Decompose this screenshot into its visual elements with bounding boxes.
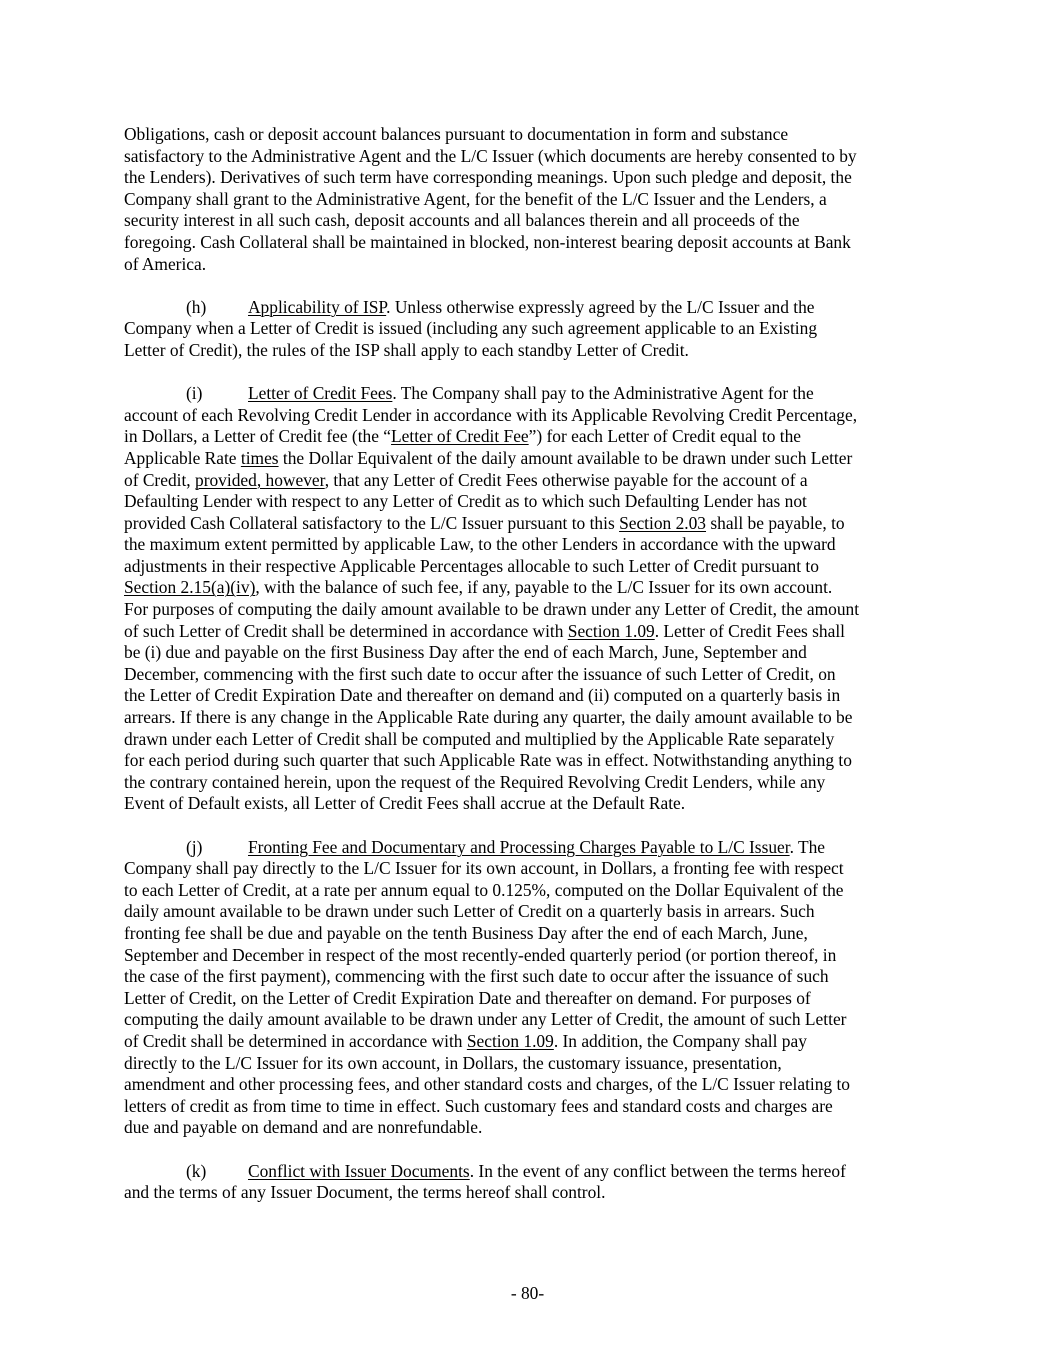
section-number: (j) [186,836,203,857]
text-line: Defaulting Lender with respect to any Letter of Credit as to which such Defaulting Lender has not [124,491,807,512]
text-line: of America. [124,253,207,274]
text-line: account of each Revolving Credit Lender in accordance with its Applicable Revolving Credit Percentage, [124,404,858,425]
text-line: Letter of Credit, on the Letter of Credit Expiration Date and thereafter on demand. For purposes of [124,987,811,1008]
text-line: and the terms of any Issuer Document, the terms hereof shall control. [124,1182,606,1203]
text-fragment: of such Letter of Credit shall be determined in accordance with [124,620,568,641]
text-line: For purposes of computing the daily amount available to be drawn under any Letter of Credit, the amount [124,599,860,620]
section-reference-link[interactable]: Section 2.03 [619,512,707,533]
text-line: the contrary contained herein, upon the request of the Required Revolving Credit Lenders, while any [124,771,826,792]
text-line: amendment and other processing fees, and other standard costs and charges, of the L/C Issuer relating to [124,1074,850,1095]
text-fragment: . Letter of Credit Fees shall [654,620,846,641]
text-line: computing the daily amount available to be drawn under any Letter of Credit, the amount of such Letter [124,1009,847,1030]
text-line [124,383,934,405]
text-line: letters of credit as from time to time in effect. Such customary fees and standard costs and charges are [124,1095,833,1116]
text-line [124,426,934,448]
text-line [124,577,934,599]
text-line [124,837,934,859]
text-line: Company shall pay directly to the L/C Issuer for its own account, in Dollars, a fronting fee with respect [124,858,844,879]
text-line: the maximum extent permitted by applicable Law, to the other Lenders in accordance with the upward [124,534,836,555]
emphasis-term: times [240,447,279,468]
section-heading: Applicability of ISP [248,296,387,317]
continuation-paragraph [124,124,934,275]
text-line: security interest in all such cash, deposit accounts and all balances therein and all proceeds of the [124,210,800,231]
text-line: Letter of Credit), the rules of the ISP shall apply to each standby Letter of Credit. [124,339,689,360]
text-line: directly to the L/C Issuer for its own account, in Dollars, the customary issuance, presentation, [124,1052,782,1073]
text-line: Company when a Letter of Credit is issued (including any such agreement applicable to an Existing [124,318,818,339]
text-line: fronting fee shall be due and payable on the tenth Business Day after the end of each March, June, [124,922,808,943]
text-line: adjustments in their respective Applicable Percentages allocable to such Letter of Credit pursuant to [124,555,819,576]
text-line [124,513,934,535]
section-heading: Fronting Fee and Documentary and Processing Charges Payable to L/C Issuer [248,836,790,857]
emphasis-term: however [265,469,325,490]
text-line: September and December in respect of the most recently-ended quarterly period (or portion thereof, in [124,944,837,965]
text-fragment: . In the event of any conflict between the terms hereof [469,1160,846,1181]
document-page [124,124,934,1225]
section-number: (h) [186,296,207,317]
text-fragment: . The [789,836,826,857]
text-line [124,470,934,492]
text-fragment: . In addition, the Company shall pay [553,1030,807,1051]
section-reference-link[interactable]: Section 1.09 [567,620,655,641]
text-line: for each period during such quarter that such Applicable Rate was in effect. Notwithstanding anything to [124,750,852,771]
text-fragment: Applicable Rate [124,447,241,468]
text-line [124,448,934,470]
text-line: the case of the first payment), commencing with the first such date to occur after the issuance of such [124,966,829,987]
defined-term: Letter of Credit Fee [391,426,529,447]
text-fragment: , with the balance of such fee, if any, payable to the L/C Issuer for its own account. [255,577,833,598]
emphasis-term: provided [195,469,257,490]
text-fragment: in Dollars, a Letter of Credit fee (the “ [124,426,392,447]
text-fragment: of Credit shall be determined in accordance with [124,1030,467,1051]
text-line: be (i) due and payable on the first Business Day after the end of each March, June, September and [124,642,807,663]
text-line [124,621,934,643]
text-fragment: , [256,469,266,490]
text-fragment: . Unless otherwise expressly agreed by the L/C Issuer and the [386,296,815,317]
text-line: Obligations, cash or deposit account balances pursuant to documentation in form and substance [124,124,789,144]
section-number: (i) [186,383,203,404]
text-line: the Letter of Credit Expiration Date and thereafter on demand and (ii) computed on a quarterly basis in [124,685,841,706]
section-reference-link[interactable]: Section 1.09 [466,1030,554,1051]
text-line: arrears. If there is any change in the Applicable Rate during any quarter, the daily amount available to be [124,707,853,728]
text-line: due and payable on demand and are nonrefundable. [124,1117,483,1138]
section-j-paragraph [124,837,934,1139]
section-reference-link[interactable]: Section 2.15(a)(iv) [124,577,256,598]
section-k-paragraph [124,1161,934,1204]
text-fragment: provided Cash Collateral satisfactory to the L/C Issuer pursuant to this [124,512,620,533]
text-line [124,1031,934,1053]
text-fragment: . The Company shall pay to the Administrative Agent for the [392,383,814,404]
text-line: to each Letter of Credit, at a rate per annum equal to 0.125%, computed on the Dollar Equivalent of the [124,879,844,900]
text-fragment: shall be payable, to [706,512,845,533]
text-line: daily amount available to be drawn under such Letter of Credit on a quarterly basis in arrears. Such [124,901,815,922]
text-line: Company shall grant to the Administrative Agent, for the benefit of the L/C Issuer and the Lenders, a [124,188,827,209]
text-fragment: the Dollar Equivalent of the daily amount available to be drawn under such Letter [278,447,853,468]
text-fragment: ”) for each Letter of Credit equal to the [528,426,801,447]
text-line: the Lenders). Derivatives of such term have corresponding meanings. Upon such pledge and deposit, the [124,167,852,188]
text-line: drawn under each Letter of Credit shall be computed and multiplied by the Applicable Rate separately [124,728,835,749]
section-heading: Letter of Credit Fees [248,383,393,404]
section-heading: Conflict with Issuer Documents [248,1160,470,1181]
section-number: (k) [186,1160,207,1181]
text-fragment: of Credit, [124,469,195,490]
text-line: Event of Default exists, all Letter of Credit Fees shall accrue at the Default Rate. [124,793,686,814]
section-i-paragraph [124,383,934,815]
text-line: December, commencing with the first such date to occur after the issuance of such Letter of Credit, on [124,663,836,684]
text-line [124,297,934,319]
text-fragment: , that any Letter of Credit Fees otherwise payable for the account of a [324,469,808,490]
section-h-paragraph [124,297,934,362]
text-line: satisfactory to the Administrative Agent and the L/C Issuer (which documents are hereby consented to by [124,145,857,166]
page-number: - 80- [510,1283,545,1303]
text-line [124,1161,934,1183]
text-line: foregoing. Cash Collateral shall be maintained in blocked, non-interest bearing deposit accounts at Bank [124,231,851,252]
